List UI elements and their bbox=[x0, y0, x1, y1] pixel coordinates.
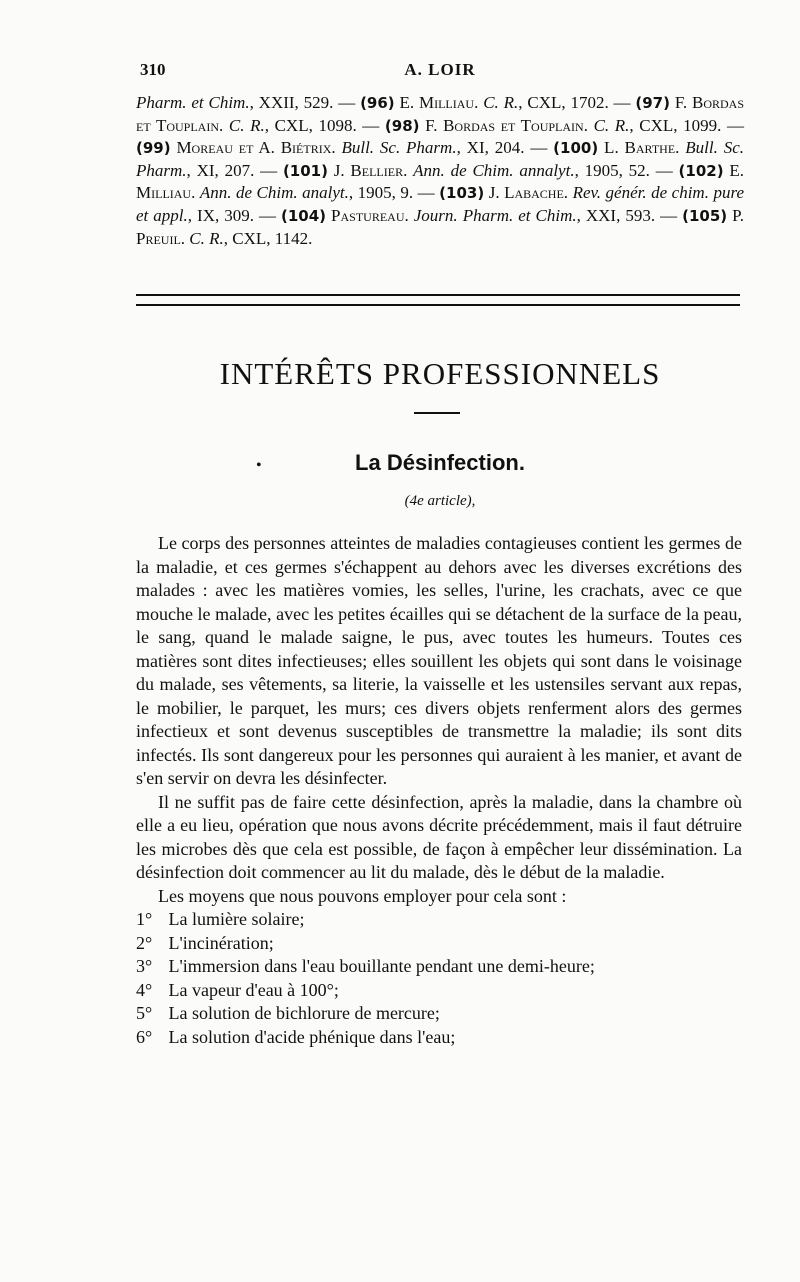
list-item-number: 4° bbox=[136, 979, 153, 1000]
list-item-text: La lumière solaire; bbox=[168, 909, 305, 929]
reference-author: J. Bellier. bbox=[327, 160, 414, 180]
reference-details: , IX, 309. — bbox=[187, 205, 281, 225]
page-number: 310 bbox=[140, 60, 166, 79]
paragraph: Il ne suffit pas de faire cette désinfection, après la maladie, dans la chambre où elle a eu lieu, opération que nous avons décrite précédemment, mais il faut détruire les microbes dès que cela est possible, de façon à empêcher leur dissémination. La désinfection doit commencer au lit du malade, dès le début de la maladie. bbox=[136, 791, 742, 882]
reference-author: L. Barthe. bbox=[598, 138, 686, 158]
reference-details: , XXII, 529. — bbox=[249, 93, 361, 112]
reference-number: (105) bbox=[682, 206, 728, 225]
running-head: A. LOIR bbox=[404, 60, 476, 79]
article-subtitle: (4e article), bbox=[404, 493, 476, 509]
list-item-text: La vapeur d'eau à 100°; bbox=[168, 979, 339, 1000]
reference-number: (99) bbox=[136, 139, 171, 158]
list-item-number: 1° bbox=[136, 909, 153, 929]
reference-author: E. Milliau. bbox=[136, 160, 745, 203]
list-item bbox=[136, 1026, 742, 1050]
list-item bbox=[136, 932, 742, 956]
article-title: La Désinfection. bbox=[355, 450, 525, 475]
article-body bbox=[136, 532, 742, 1049]
list-item bbox=[136, 1002, 742, 1026]
list-item-text: L'immersion dans l'eau bouillante pendant une demi-heure; bbox=[168, 956, 595, 976]
list-item-number: 2° bbox=[136, 932, 153, 953]
reference-number: (97) bbox=[635, 94, 670, 112]
reference-author: F. Bordas et Touplain. bbox=[419, 115, 594, 135]
reference-journal: C. R. bbox=[189, 228, 224, 248]
reference-author: J. Labache. bbox=[484, 183, 573, 203]
reference-number: (100) bbox=[553, 139, 599, 158]
list-intro: Les moyens que nous pouvons employer pour cela sont : bbox=[158, 885, 567, 906]
reference-author: Pastureau. bbox=[326, 205, 414, 225]
reference-journal: Pharm. et Chim. bbox=[136, 93, 250, 112]
reference-details: , CXL, 1098. — bbox=[264, 115, 385, 135]
title-underline bbox=[414, 412, 460, 414]
list-item bbox=[136, 955, 742, 979]
reference-journal: Journ. Pharm. et Chim. bbox=[413, 205, 577, 225]
list-item-text: La solution de bichlorure de mercure; bbox=[168, 1003, 440, 1023]
reference-journal: Ann. de Chim. analyt. bbox=[199, 183, 349, 203]
list-item-number: 6° bbox=[136, 1026, 153, 1047]
reference-details: , XXI, 593. — bbox=[576, 205, 683, 225]
reference-details: , CXL, 1099. — bbox=[629, 115, 745, 135]
reference-journal: Bull. Sc. Pharm. bbox=[136, 138, 744, 180]
reference-details: , CXL, 1702. — bbox=[518, 93, 636, 112]
list-item-number: 3° bbox=[136, 956, 153, 976]
page-header bbox=[140, 60, 740, 86]
reference-details: , CXL, 1142. bbox=[223, 228, 313, 248]
list-item-text: L'incinération; bbox=[168, 932, 274, 953]
reference-author: P. Preuil. bbox=[136, 205, 744, 248]
reference-journal: Ann. de Chim. annalyt. bbox=[413, 160, 575, 180]
reference-number: (96) bbox=[360, 94, 395, 112]
references-block bbox=[136, 92, 744, 250]
reference-details: , XI, 204. — bbox=[456, 138, 554, 158]
reference-journal: C. R. bbox=[593, 115, 630, 135]
reference-journal: C. R. bbox=[483, 93, 519, 112]
disinfection-methods-list bbox=[136, 908, 742, 1049]
list-item bbox=[136, 979, 742, 1003]
reference-number: (104) bbox=[281, 206, 327, 225]
reference-author: E. Milliau. bbox=[394, 93, 484, 112]
reference-details: , XI, 207. — bbox=[186, 160, 283, 180]
reference-number: (101) bbox=[282, 161, 328, 180]
section-divider bbox=[136, 294, 740, 306]
reference-number: (102) bbox=[678, 161, 724, 180]
list-item-text: La solution d'acide phénique dans l'eau; bbox=[168, 1026, 456, 1047]
reference-journal: C. R. bbox=[228, 115, 265, 135]
list-item-number: 5° bbox=[136, 1003, 153, 1023]
reference-author: F. Bordas et Touplain. bbox=[136, 93, 745, 135]
paragraph: Le corps des personnes atteintes de maladies contagieuses contient les germes de la maladie, et ces germes s'échappent au dehors avec les diverses excrétions des malades : avec les matières vomies, les selles, l'urine, les crachats, avec ce que mouche le malade, avec les petites écailles qui se détachent de la surface de la peau, le sang, quand le malade saigne, le pus, avec toutes les humeurs. Toutes ces matières sont dites infectieuses; elles souillent les objets qui sont dans le voisinage du malade, ses vêtements, sa literie, la vaisselle et les ustensiles servant aux repas, le mobilier, le parquet, les murs; ces divers objets renferment alors des germes infectieux et sont devenus susceptibles de transmettre la maladie; ils sont dits infectés. Ils sont dangereux pour les personnes qui auraient à les manier, et avant de s'en servir on devra les désinfecter. bbox=[136, 533, 742, 788]
bullet-mark: • bbox=[256, 457, 262, 474]
reference-details: , 1905, 9. — bbox=[348, 183, 440, 203]
reference-journal: Rev. génér. de chim. pure et appl. bbox=[136, 183, 744, 225]
reference-number: (103) bbox=[439, 184, 485, 203]
reference-journal: Bull. Sc. Pharm. bbox=[341, 138, 457, 158]
reference-number: (98) bbox=[384, 116, 420, 135]
reference-author: Moreau et A. Biétrix. bbox=[170, 138, 342, 158]
reference-details: , 1905, 52. — bbox=[574, 160, 679, 180]
list-item bbox=[136, 908, 742, 932]
section-title: INTÉRÊTS PROFESSIONNELS bbox=[219, 356, 661, 391]
